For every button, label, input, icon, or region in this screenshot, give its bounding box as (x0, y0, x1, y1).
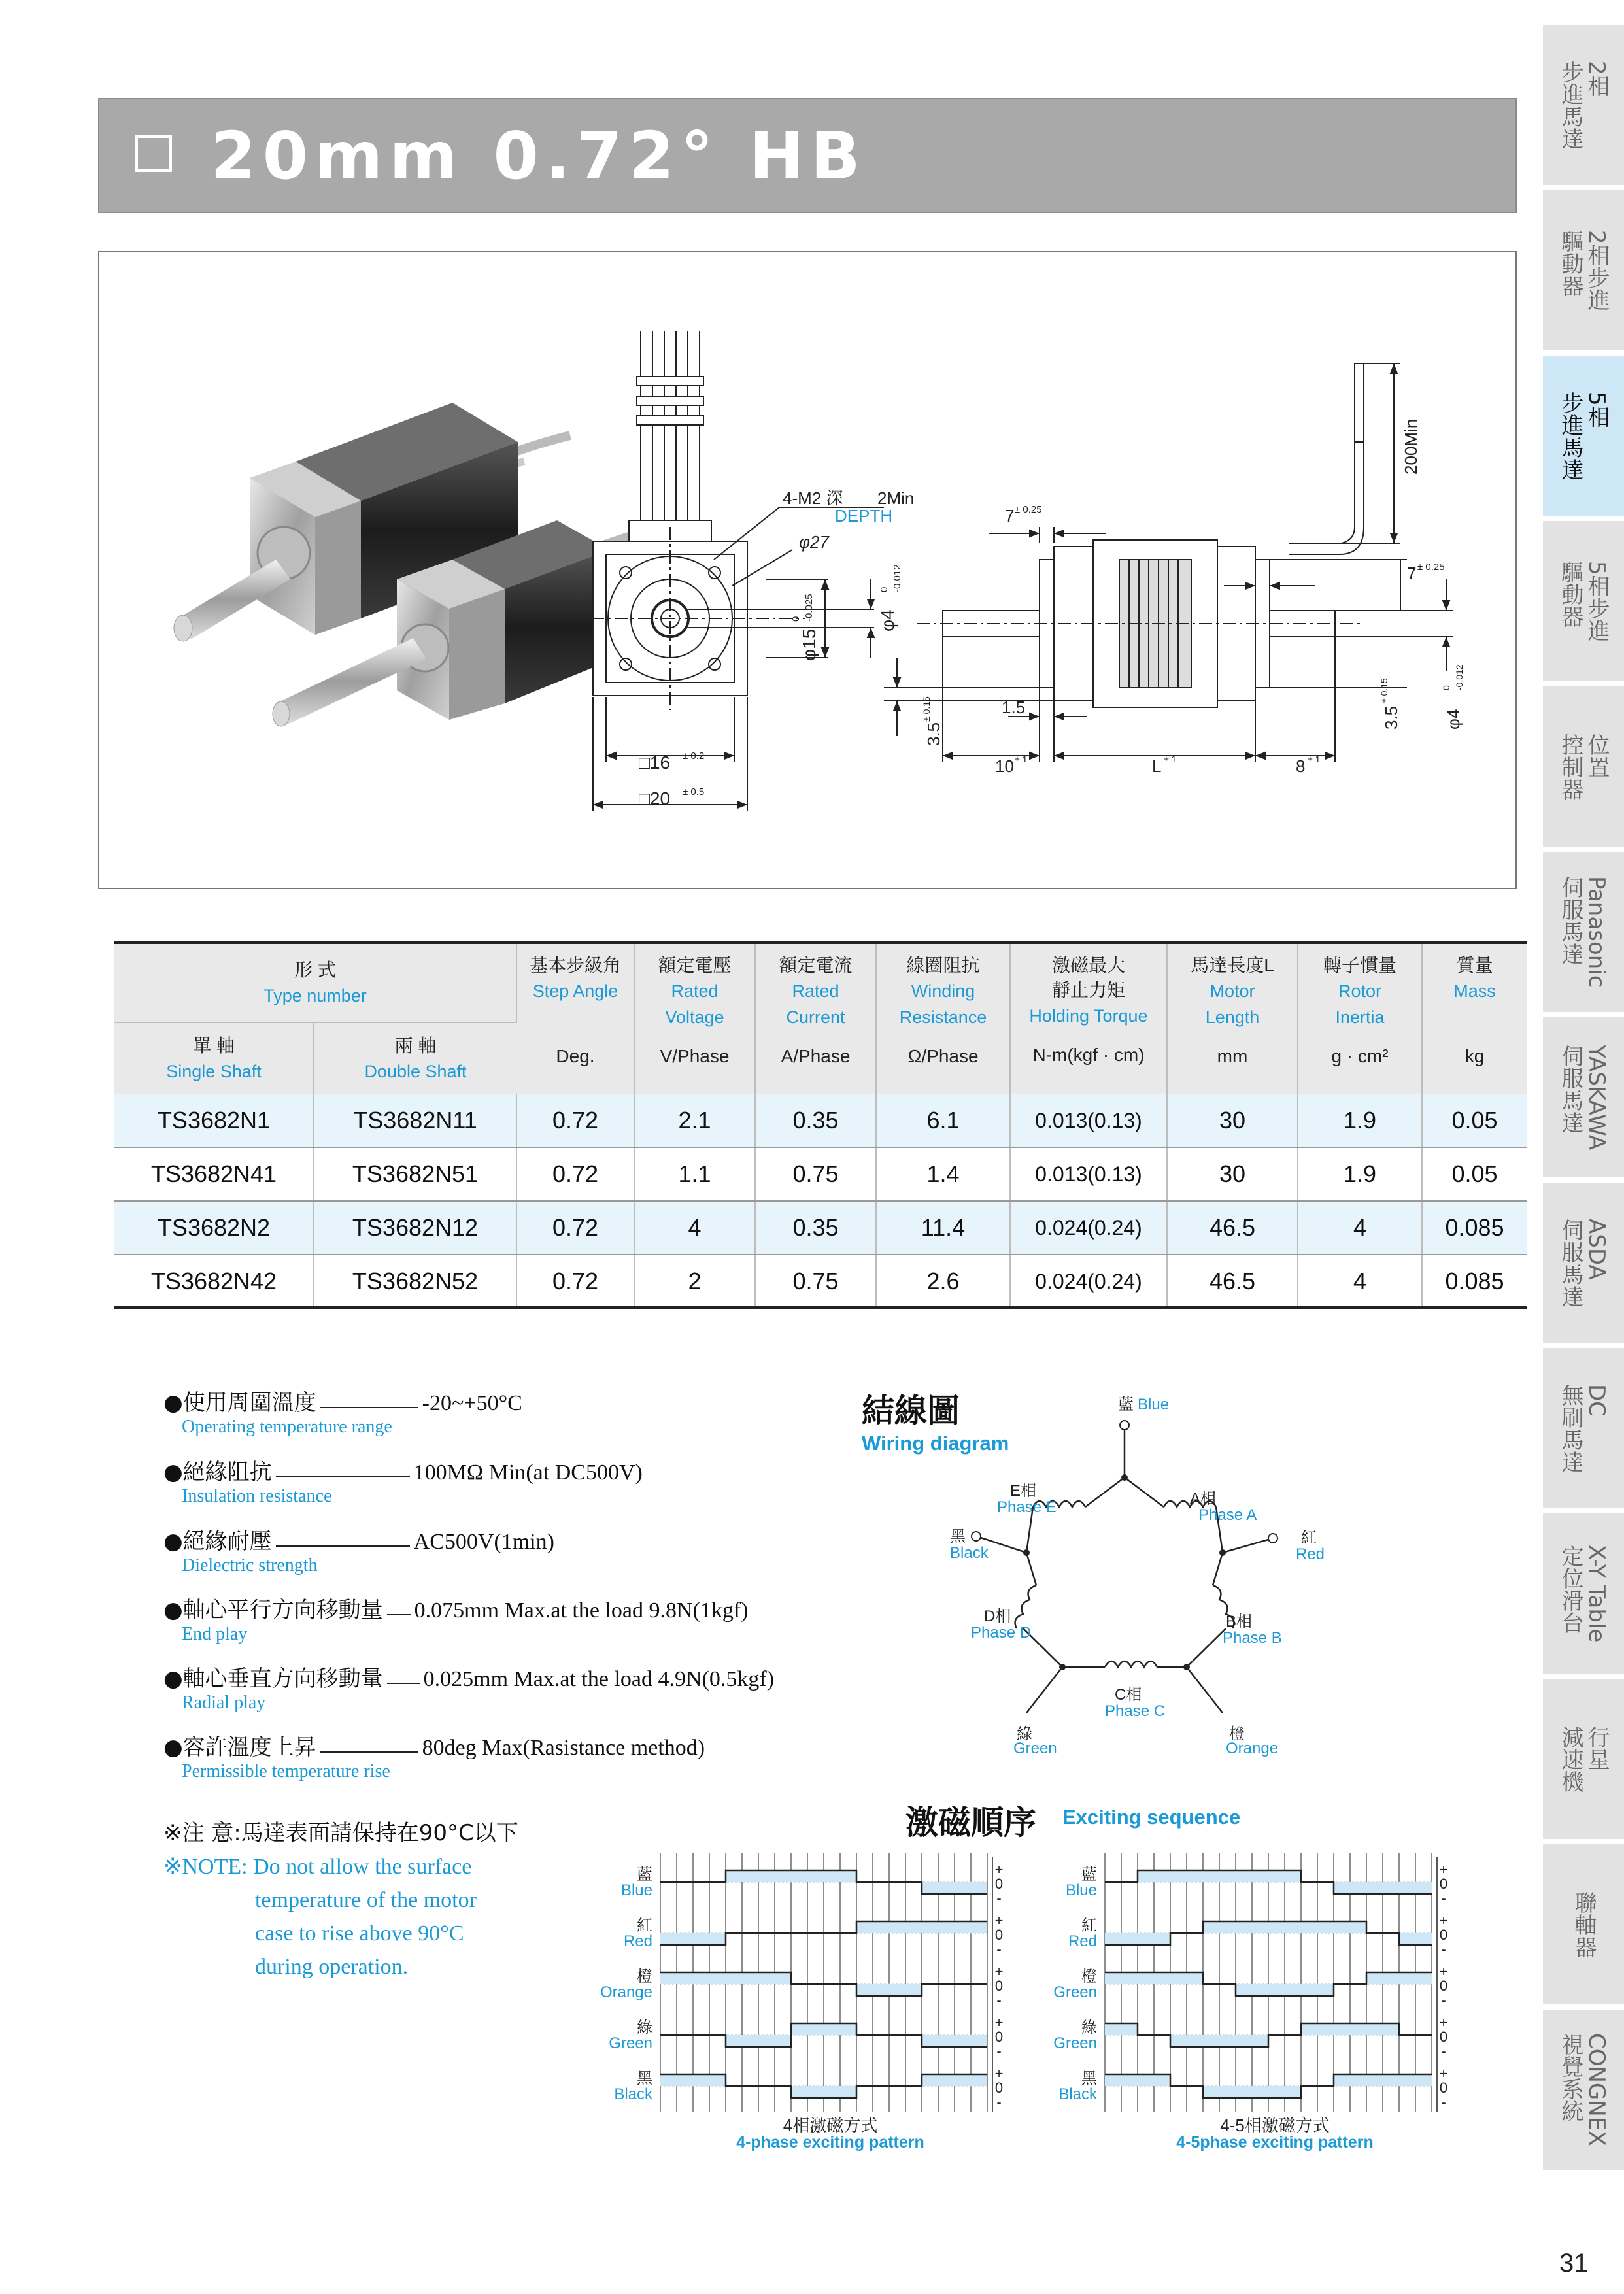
page-number: 31 (1559, 2249, 1589, 2278)
polarity-mark: + (1439, 1912, 1448, 1929)
spec-temperature-rise: ●容許溫度上昇 80deg Max(Rasistance method) Permissible temperature rise (163, 1734, 705, 1781)
dim-7-left-tol: ± 0.25 (1015, 504, 1042, 515)
seq-label-cn: 黑 (637, 2070, 652, 2087)
polarity-mark: - (996, 1890, 1002, 1906)
col-rotor-inertia: 轉子慣量 Rotor Inertia g · cm² (1298, 944, 1422, 1094)
spec-dielectric-strength: ●絕緣耐壓 AC500V(1min) Dielectric strength (163, 1528, 554, 1576)
wire-black-cn: 黑 (950, 1528, 966, 1545)
phase-c-cn: C相 (1115, 1686, 1142, 1704)
sq16-tol: ± 0.2 (683, 751, 705, 762)
side-tab-label: 聯軸器 (1570, 1891, 1597, 1958)
exciting-sequence-charts (575, 1844, 1491, 2164)
dim-3-5-left-tol: ± 0.15 (921, 696, 932, 722)
exciting-title-en: Exciting sequence (1062, 1806, 1241, 1829)
side-tab-label: ASDA 伺服馬達 (1557, 1218, 1610, 1307)
polarity-mark: + (1439, 1963, 1448, 1980)
polarity-mark: - (1441, 1890, 1446, 1906)
polarity-mark: - (996, 2094, 1002, 2110)
side-tab-3[interactable] (1543, 521, 1624, 683)
dim-8: 8 (1296, 756, 1306, 776)
side-tab-8[interactable] (1543, 1348, 1624, 1510)
wire-red-en: Red (1296, 1545, 1325, 1563)
seq-label-cn: 黑 (1081, 2070, 1097, 2087)
side-tab-11[interactable] (1543, 1844, 1624, 2006)
phase-b-cn: B相 (1226, 1613, 1253, 1630)
dimension-drawing (99, 252, 1515, 888)
wire-green-cn: 綠 (1017, 1725, 1032, 1743)
phi27-label: φ27 (799, 532, 829, 552)
side-tab-label: Panasonic 伺服馬達 (1557, 876, 1610, 988)
seq-label-en: Black (1058, 2085, 1097, 2103)
col-holding-torque: 激磁最大 靜止力矩 Holding Torque N-m(kgf · cm) (1010, 944, 1167, 1094)
spec-operating-temp: ●使用周圍溫度 -20~+50°C Operating temperature range (163, 1390, 522, 1437)
side-tab-label: 5相步進 驅動器 (1557, 560, 1610, 642)
wire-green-en: Green (1013, 1740, 1057, 1757)
sq20-tol: ± 0.5 (683, 786, 705, 798)
wire-blue-cn: 藍 (1118, 1396, 1134, 1413)
dim-8-tol: ± 1 (1308, 754, 1321, 764)
phi4-label: φ4 (877, 609, 898, 632)
table-row: TS3682N42 TS3682N52 0.72 2 0.75 2.6 0.024(0.24) 46.5 4 0.085 (114, 1255, 1527, 1308)
table-row: TS3682N1 TS3682N11 0.72 2.1 0.35 6.1 0.013(0.13) 30 1.9 0.05 (114, 1094, 1527, 1147)
table-row: TS3682N2 TS3682N12 0.72 4 0.35 11.4 0.024(0.24) 46.5 4 0.085 (114, 1201, 1527, 1255)
col-rated-current: 額定電流 Rated Current A/Phase (755, 944, 876, 1094)
side-view-drawing (884, 363, 1453, 762)
polarity-mark: + (1439, 2065, 1448, 2082)
seq-label-cn: 橙 (1081, 1968, 1097, 1985)
dim-7-left: 7 (1005, 506, 1015, 526)
polarity-mark: 0 (994, 1978, 1004, 1994)
exciting-title-cn: 激磁順序 (905, 1804, 1036, 1842)
phi4-right-tol-bot: -0.012 (1454, 664, 1464, 690)
side-tab-4[interactable] (1543, 686, 1624, 849)
seq-label-en: Orange (600, 1983, 652, 2001)
title-bar (98, 98, 1517, 213)
seq-label-cn: 紅 (637, 1917, 652, 1934)
spec-insulation-resistance: ●絕緣阻抗 100MΩ Min(at DC500V) Insulation resistance (163, 1459, 643, 1506)
table-row: TS3682N41 TS3682N51 0.72 1.1 0.75 1.4 0.013(0.13) 30 1.9 0.05 (114, 1147, 1527, 1201)
lead-note-en: DEPTH (835, 506, 893, 526)
seq-label-en: Green (1053, 1983, 1097, 2001)
type-header (114, 944, 516, 1022)
wire-red-cn: 紅 (1301, 1529, 1317, 1547)
phase-e-en: Phase E (997, 1498, 1057, 1516)
polarity-mark: + (994, 2065, 1004, 2082)
wire-blue-en: Blue (1138, 1396, 1170, 1413)
side-tab-label: 2相步進 驅動器 (1557, 229, 1610, 311)
dim-7-right-tol: ± 0.25 (1417, 562, 1445, 573)
dim-3-5-left: 3.5 (924, 722, 943, 746)
polarity-mark: 0 (994, 2080, 1004, 2096)
polarity-mark: - (1441, 1992, 1446, 2008)
seq-label-cn: 藍 (1081, 1866, 1097, 1883)
side-tab-5[interactable] (1543, 852, 1624, 1014)
seq-label-en: Green (1053, 2034, 1097, 2052)
pattern45-cn: 4-5相激磁方式 (1220, 2116, 1330, 2135)
wire-orange-en: Orange (1226, 1740, 1279, 1757)
seq-label-cn: 紅 (1081, 1917, 1097, 1934)
polarity-mark: - (996, 2043, 1002, 2059)
phi15-tol-bot: -0.025 (804, 594, 815, 622)
dim-3-5-right-tol: ± 0.15 (1379, 678, 1389, 703)
pattern4-cn: 4相激磁方式 (783, 2116, 878, 2135)
seq-label-cn: 綠 (637, 2019, 652, 2036)
seq-label-en: Green (609, 2034, 652, 2052)
phase-d-en: Phase D (971, 1624, 1032, 1642)
wiring-diagram (915, 1386, 1373, 1778)
dim-10-tol: ± 1 (1015, 754, 1028, 764)
polarity-mark: + (1439, 1861, 1448, 1878)
phase-c-en: Phase C (1105, 1702, 1166, 1720)
phase-e-cn: E相 (1010, 1482, 1037, 1500)
exciting-pattern-45 (1053, 1853, 1447, 2112)
polarity-mark: 0 (994, 1927, 1004, 1943)
front-view-drawing (544, 331, 884, 811)
col-mass: 質量 Mass kg (1422, 944, 1527, 1094)
dim-L: L (1152, 756, 1162, 776)
side-tab-12[interactable] (1543, 2010, 1624, 2172)
type-header-en: Type number (263, 985, 367, 1005)
polarity-mark: 0 (1439, 2080, 1448, 2096)
polarity-mark: 0 (994, 2029, 1004, 2045)
motor-photo (174, 403, 662, 726)
spec-radial-play: ●軸心垂直方向移動量 0.025mm Max.at the load 4.9N(0.5kgf) Radial play (163, 1666, 775, 1713)
col-rated-voltage: 額定電壓 Rated Voltage V/Phase (634, 944, 755, 1094)
polarity-mark: + (1439, 2014, 1448, 2031)
side-tab-9[interactable] (1543, 1513, 1624, 1676)
phase-b-en: Phase B (1223, 1629, 1282, 1647)
side-tab-label: 行星 減速機 (1557, 1725, 1610, 1793)
spec-end-play: ●軸心平行方向移動量 0.075mm Max.at the load 9.8N(1kgf) End play (163, 1597, 749, 1644)
page-title: 20mm 0.72° HB (211, 118, 867, 194)
side-tab-0[interactable] (1543, 25, 1624, 187)
polarity-mark: 0 (1439, 1927, 1448, 1943)
sq16-label: □16 (639, 752, 671, 773)
dim-10: 10 (995, 756, 1014, 776)
phi4-tol-bot: -0.012 (892, 564, 903, 592)
phi4-right-label: φ4 (1444, 709, 1463, 730)
side-tab-1[interactable] (1543, 190, 1624, 352)
phi4-tol-top: 0 (879, 586, 890, 592)
polarity-mark: - (1441, 1941, 1446, 1957)
phase-d-cn: D相 (984, 1608, 1011, 1625)
side-tab-7[interactable] (1543, 1183, 1624, 1345)
lead-note-cn: 4-M2 深 (783, 488, 843, 508)
seq-label-en: Red (623, 1932, 652, 1950)
wire-orange-cn: 橙 (1229, 1725, 1245, 1743)
side-tab-label: YASKAWA 伺服馬達 (1557, 1044, 1610, 1151)
side-tab-10[interactable] (1543, 1679, 1624, 1841)
seq-label-en: Black (614, 2085, 652, 2103)
type-header-cn: 形 式 (294, 959, 336, 980)
seq-label-cn: 橙 (637, 1968, 652, 1985)
side-tab-label: 位置 控制器 (1557, 733, 1610, 800)
side-tab-label: 5相 步進馬達 (1557, 391, 1610, 481)
side-tab-2[interactable] (1543, 356, 1624, 518)
pattern45-en: 4-5phase exciting pattern (1176, 2133, 1374, 2151)
double-shaft-header: 兩 軸 Double Shaft (314, 1022, 516, 1094)
phase-a-en: Phase A (1198, 1506, 1257, 1524)
dim-L-tol: ± 1 (1164, 754, 1177, 764)
wire-black-en: Black (950, 1544, 989, 1562)
dim-200min: 200Min (1401, 418, 1421, 475)
polarity-mark: - (1441, 2043, 1446, 2059)
dimension-drawing-frame (98, 251, 1517, 889)
seq-label-en: Blue (1065, 1881, 1097, 1899)
single-shaft-header: 單 軸 Single Shaft (114, 1022, 314, 1094)
table-bottom-rule (114, 1306, 1527, 1309)
phase-a-cn: A相 (1190, 1490, 1217, 1508)
polarity-mark: - (1441, 2094, 1446, 2110)
polarity-mark: 0 (1439, 1876, 1448, 1892)
seq-label-cn: 藍 (637, 1866, 652, 1883)
polarity-mark: + (994, 1963, 1004, 1980)
phi15-tol-top: 0 (790, 616, 802, 622)
seq-label-cn: 綠 (1081, 2019, 1097, 2036)
wiring-title-en: Wiring diagram (862, 1432, 1009, 1455)
polarity-mark: 0 (1439, 1978, 1448, 1994)
side-tab-label: 2相 步進馬達 (1557, 60, 1610, 150)
square-symbol-icon (135, 135, 172, 172)
spec-table (114, 944, 1527, 1309)
polarity-mark: + (994, 1861, 1004, 1878)
sq20-label: □20 (639, 788, 671, 809)
lead-note-depth: 2Min (877, 488, 915, 508)
polarity-mark: - (996, 1992, 1002, 2008)
polarity-mark: 0 (1439, 2029, 1448, 2045)
side-tab-label: CONGNEX 視覺系統 (1557, 2033, 1610, 2146)
polarity-mark: 0 (994, 1876, 1004, 1892)
col-step-angle: 基本步級角 Step Angle Deg. (516, 944, 634, 1094)
seq-label-en: Blue (620, 1881, 652, 1899)
col-winding-resistance: 線圈阻抗 Winding Resistance Ω/Phase (876, 944, 1010, 1094)
pattern4-en: 4-phase exciting pattern (736, 2133, 924, 2151)
note-en: ※NOTE: Do not allow the surface temperature of the motor case to rise above 90°C during operation. (163, 1855, 477, 1979)
side-tab-label: DC 無刷馬達 (1557, 1383, 1610, 1473)
phi4-right-tol-top: 0 (1441, 685, 1451, 690)
polarity-mark: - (996, 1941, 1002, 1957)
polarity-mark: + (994, 1912, 1004, 1929)
phi15-label: φ15 (799, 628, 819, 661)
seq-label-en: Red (1068, 1932, 1097, 1950)
dim-1-5: 1.5 (1002, 698, 1026, 717)
wiring-title-cn: 結線圖 (862, 1392, 960, 1430)
exciting-pattern-4 (600, 1853, 1003, 2112)
col-motor-length: 馬達長度L Motor Length mm (1167, 944, 1298, 1094)
dim-3-5-right: 3.5 (1381, 705, 1401, 730)
polarity-mark: + (994, 2014, 1004, 2031)
dim-7-right: 7 (1407, 564, 1417, 583)
note-cn: ※注 意:馬達表面請保持在90°C以下 (163, 1820, 518, 1846)
side-tab-label: X-Y Table 定位滑台 (1557, 1544, 1610, 1643)
side-tab-6[interactable] (1543, 1017, 1624, 1179)
